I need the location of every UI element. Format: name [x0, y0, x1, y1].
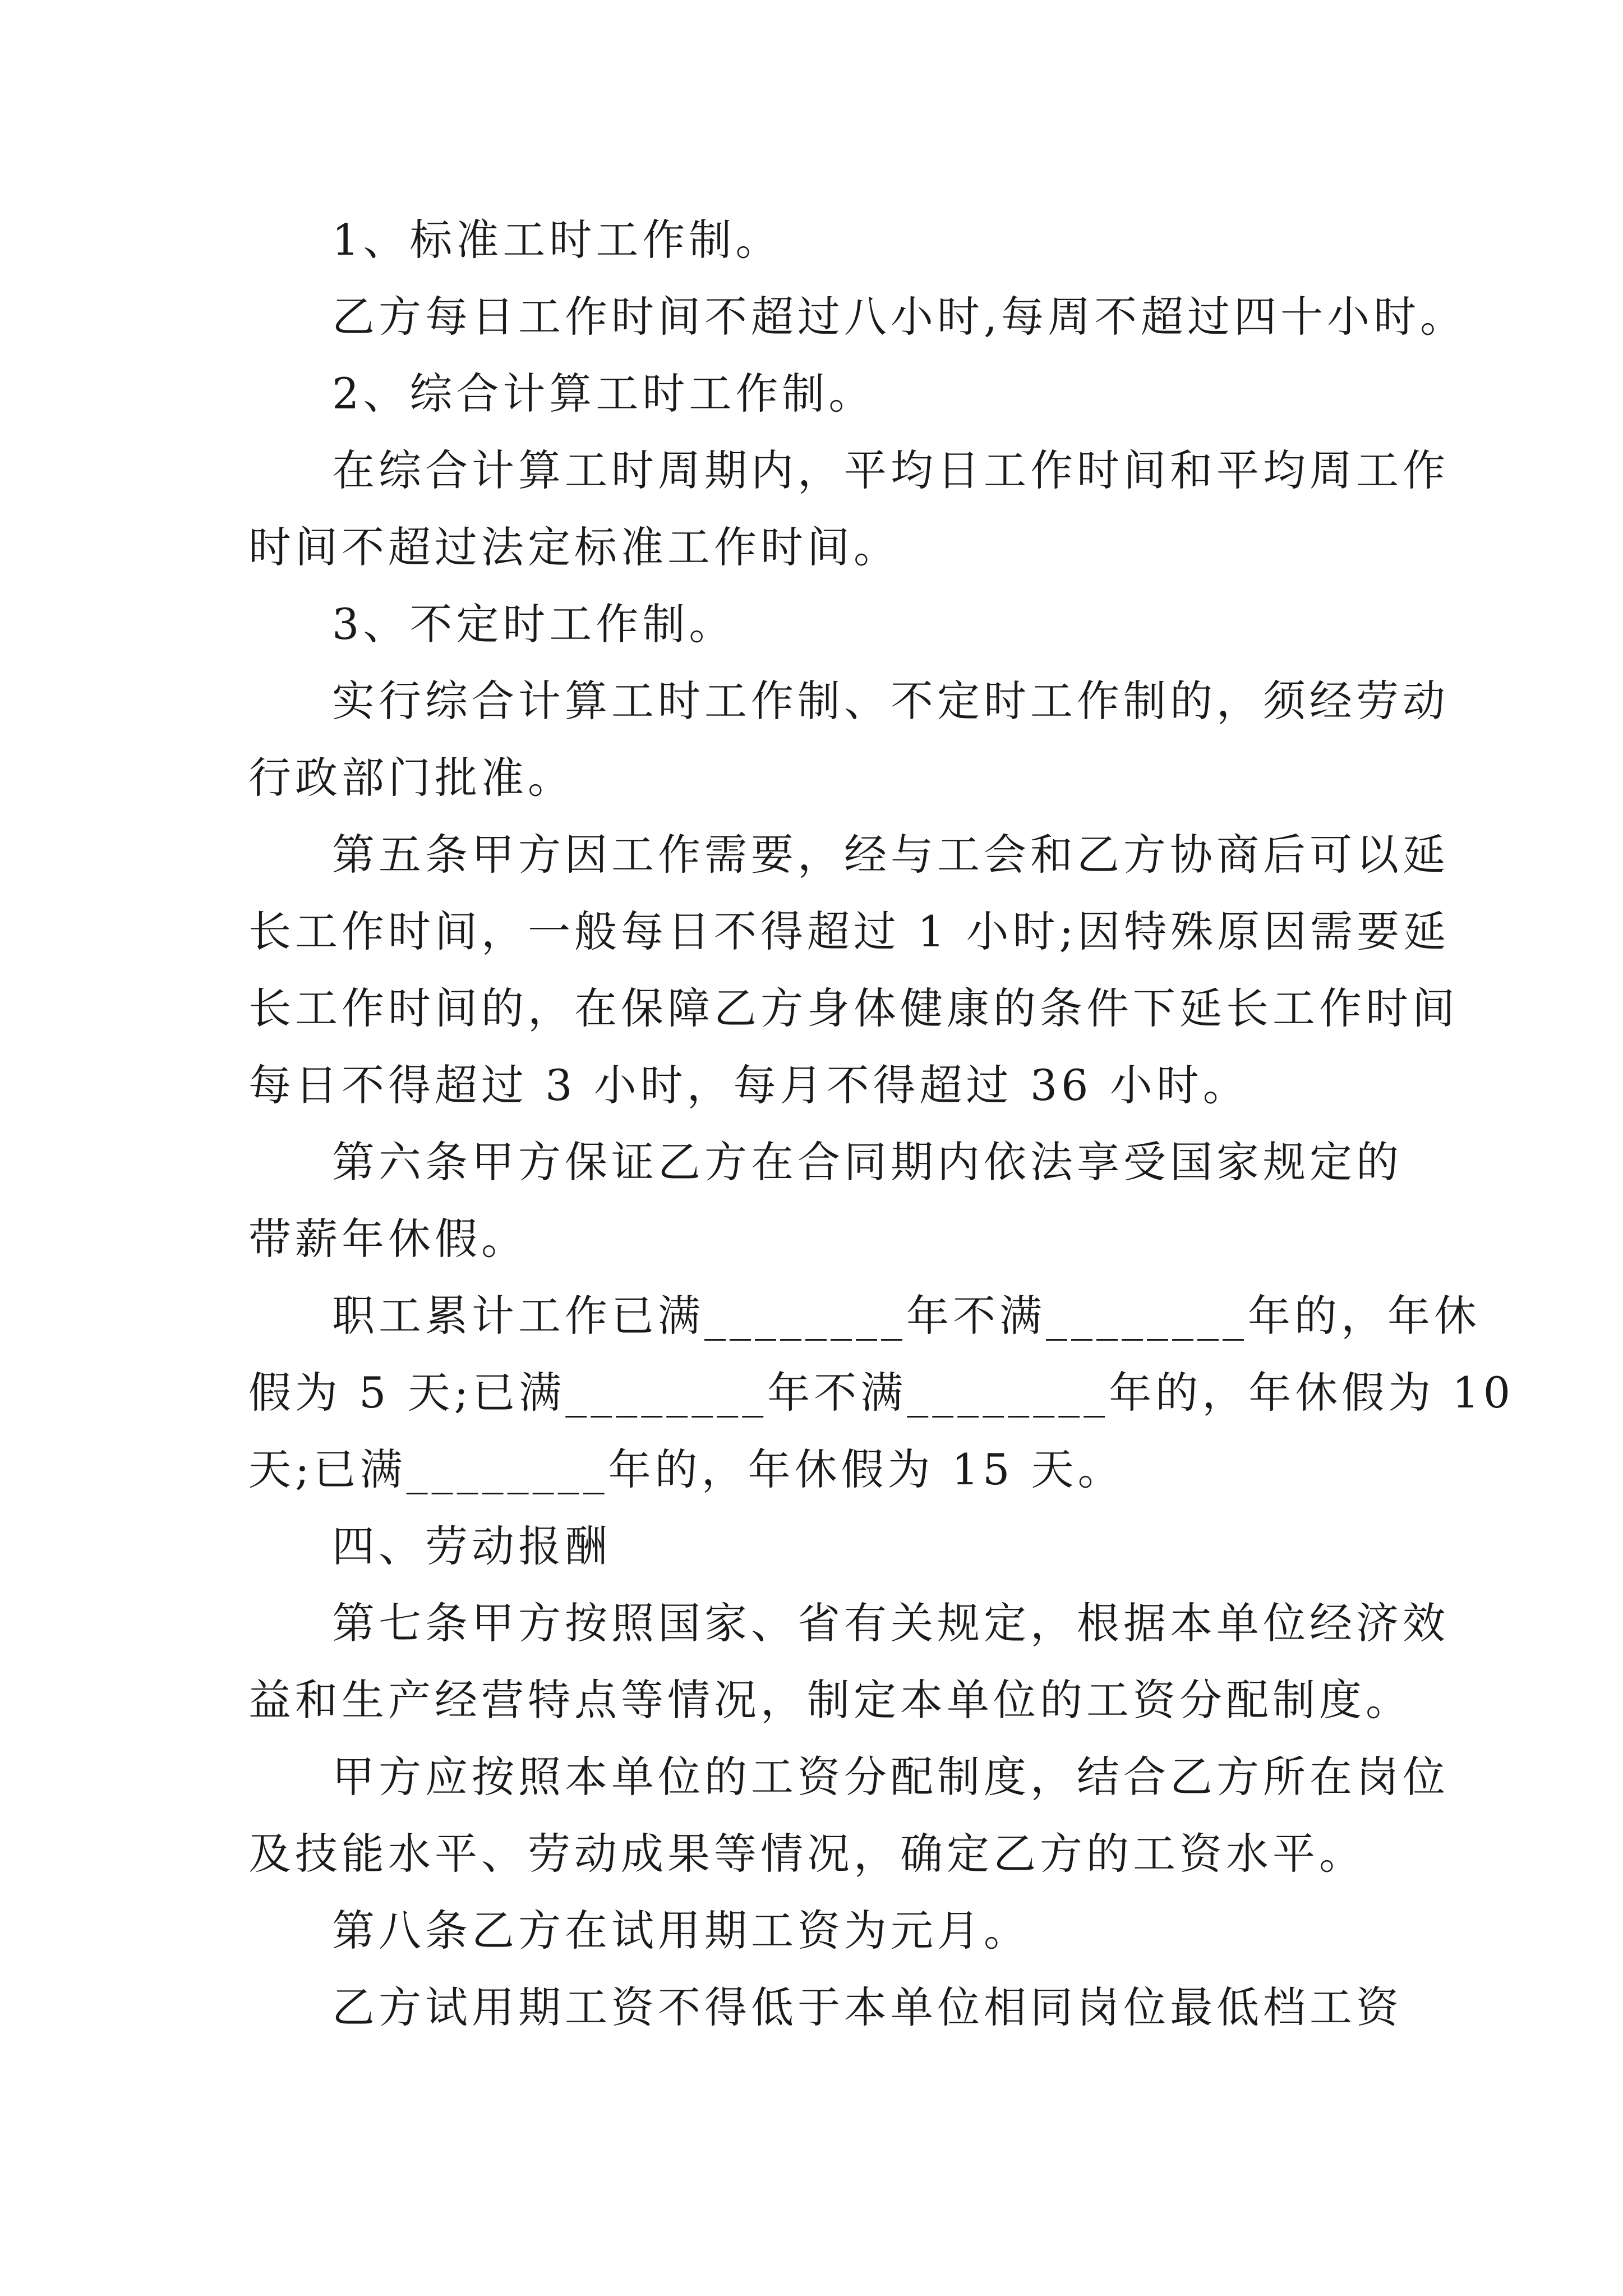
- text-line: 职工累计工作已满________年不满________年的，年休: [332, 1291, 1481, 1341]
- text-line: 2、综合计算工时工作制。: [332, 369, 875, 418]
- text-line: 实行综合计算工时工作制、不定时工作制的，须经劳动: [332, 676, 1449, 726]
- text-line: 甲方应按照本单位的工资分配制度，结合乙方所在岗位: [332, 1752, 1449, 1802]
- text-line: 乙方每日工作时间不超过八小时,每周不超过四十小时。: [332, 292, 1467, 342]
- text-line: 3、不定时工作制。: [332, 599, 736, 649]
- text-line: 第八条乙方在试用期工资为元月。: [332, 1906, 1030, 1955]
- text-line: 第七条甲方按照国家、省有关规定，根据本单位经济效: [332, 1598, 1449, 1648]
- text-line: 时间不超过法定标准工作时间。: [248, 522, 900, 572]
- text-line: 长工作时间，一般每日不得超过 1 小时;因特殊原因需要延: [248, 907, 1450, 956]
- text-line: 假为 5 天;已满________年不满________年的，年休假为 10: [248, 1368, 1515, 1418]
- text-line: 1、标准工时工作制。: [332, 215, 782, 265]
- text-line: 乙方试用期工资不得低于本单位相同岗位最低档工资: [332, 1982, 1403, 2032]
- section-heading: 四、劳动报酬: [332, 1521, 611, 1571]
- text-line: 长工作时间的，在保障乙方身体健康的条件下延长工作时间: [248, 983, 1459, 1033]
- text-line: 第六条甲方保证乙方在合同期内依法享受国家规定的: [332, 1137, 1403, 1187]
- text-line: 每日不得超过 3 小时，每月不得超过 36 小时。: [248, 1060, 1249, 1110]
- text-line: 天;已满________年的，年休假为 15 天。: [248, 1444, 1124, 1494]
- text-line: 及技能水平、劳动成果等情况，确定乙方的工资水平。: [248, 1829, 1366, 1879]
- text-line: 益和生产经营特点等情况，制定本单位的工资分配制度。: [248, 1675, 1412, 1725]
- text-line: 第五条甲方因工作需要，经与工会和乙方协商后可以延: [332, 830, 1449, 880]
- text-line: 带薪年休假。: [248, 1214, 528, 1264]
- text-line: 在综合计算工时周期内，平均日工作时间和平均周工作: [332, 445, 1449, 495]
- text-line: 行政部门批准。: [248, 753, 574, 803]
